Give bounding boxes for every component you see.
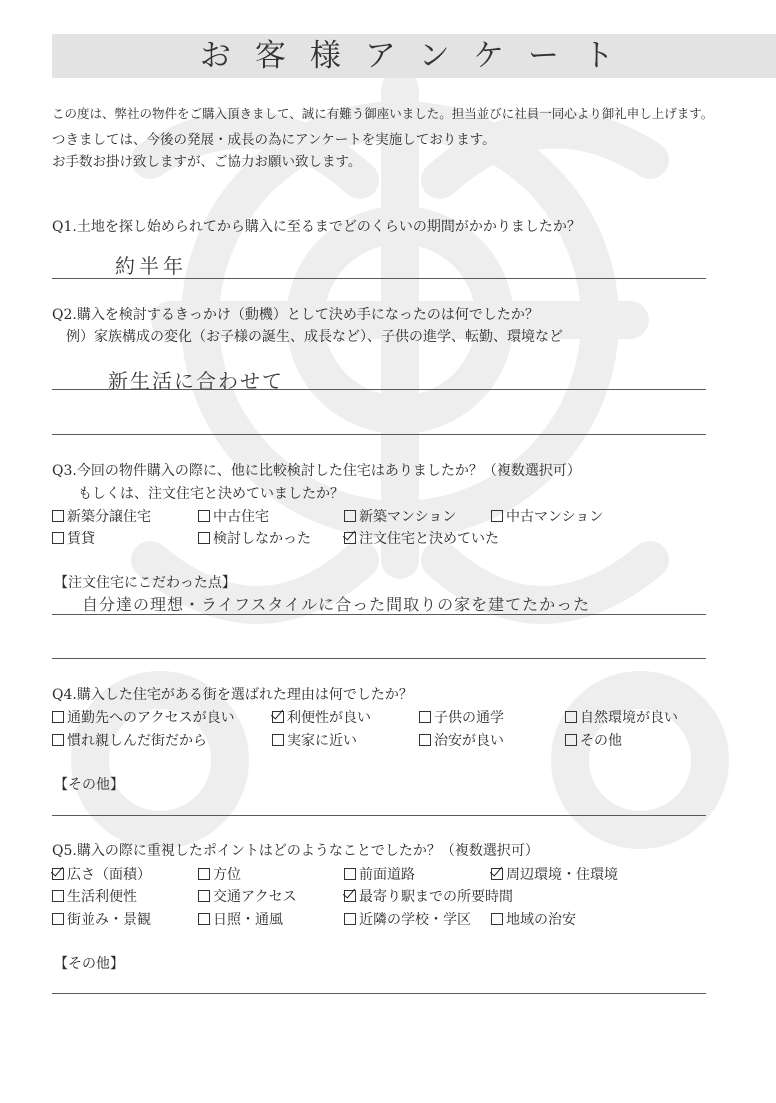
checkbox[interactable] <box>419 734 431 746</box>
checkbox-checked[interactable] <box>344 890 356 902</box>
checkbox[interactable] <box>52 913 64 925</box>
option-label: 注文住宅と決めていた <box>359 531 499 547</box>
option-label: 賃貸 <box>67 531 95 547</box>
option-label: 交通アクセス <box>213 889 297 905</box>
q3-option-used-condo[interactable] <box>491 506 603 526</box>
q5-option-station-time[interactable] <box>344 886 513 906</box>
q5-option-townscape[interactable] <box>52 909 151 929</box>
option-label: 地域の治安 <box>506 912 576 928</box>
checkbox[interactable] <box>198 532 210 544</box>
option-label: 前面道路 <box>359 867 415 883</box>
option-label: 慣れ親しんだ街だから <box>67 733 207 749</box>
q4-question: Q4.購入した住宅がある街を選ばれた理由は何でしたか？ <box>52 687 413 703</box>
q5-option-surroundings[interactable] <box>491 864 618 884</box>
q4-option-convenience[interactable] <box>272 707 371 727</box>
checkbox[interactable] <box>344 868 356 880</box>
checkbox[interactable] <box>419 711 431 723</box>
checkbox[interactable] <box>52 532 64 544</box>
option-label: 中古住宅 <box>213 509 269 525</box>
q5-option-size[interactable] <box>52 864 151 884</box>
checkbox[interactable] <box>272 734 284 746</box>
option-label: 中古マンション <box>506 509 604 525</box>
checkbox[interactable] <box>344 913 356 925</box>
checkbox[interactable] <box>491 510 503 522</box>
q3-option-new-condo[interactable] <box>344 506 456 526</box>
q5-question: Q5.購入の際に重視したポイントはどのようなことでしたか？（複数選択可） <box>52 843 539 859</box>
q3-detail-line-2 <box>52 658 706 659</box>
checkbox[interactable] <box>198 510 210 522</box>
checkbox-checked[interactable] <box>344 532 356 544</box>
checkbox[interactable] <box>52 510 64 522</box>
q3-option-custom-house[interactable] <box>344 528 499 548</box>
option-label: 広さ（面積） <box>67 867 151 883</box>
q3-option-new-built-house[interactable] <box>52 506 151 526</box>
q4-option-nature[interactable] <box>565 707 678 727</box>
q5-other-label: 【その他】 <box>54 956 124 972</box>
q4-other-line <box>52 815 706 816</box>
checkbox-checked[interactable] <box>491 868 503 880</box>
q5-other-line <box>52 993 706 994</box>
q5-option-daily-convenience[interactable] <box>52 886 137 906</box>
q2-question: Q2.購入を検討するきっかけ（動機）として決め手になったのは何でしたか？ <box>52 307 539 323</box>
option-label: 方位 <box>213 867 241 883</box>
q3-option-rental[interactable] <box>52 528 95 548</box>
checkbox-checked[interactable] <box>272 711 284 723</box>
q1-answer-line <box>52 278 706 279</box>
checkbox[interactable] <box>198 913 210 925</box>
q4-option-other[interactable] <box>565 730 622 750</box>
q4-option-familiar-town[interactable] <box>52 730 207 750</box>
q4-option-near-parents[interactable] <box>272 730 357 750</box>
option-label: 街並み・景観 <box>67 912 151 928</box>
checkbox[interactable] <box>52 734 64 746</box>
q3-detail-label: 【注文住宅にこだわった点】 <box>54 575 236 591</box>
option-label: 子供の通学 <box>434 710 504 726</box>
checkbox[interactable] <box>565 734 577 746</box>
option-label: 治安が良い <box>434 733 504 749</box>
title-band <box>52 34 776 78</box>
q3-option-not-considered[interactable] <box>198 528 311 548</box>
option-label: その他 <box>580 733 622 749</box>
checkbox[interactable] <box>52 890 64 902</box>
q5-option-front-road[interactable] <box>344 864 415 884</box>
option-label: 生活利便性 <box>67 889 137 905</box>
q4-option-commute-access[interactable] <box>52 707 235 727</box>
option-label: 実家に近い <box>287 733 357 749</box>
q2-answer-line-2 <box>52 434 706 435</box>
option-label: 新築分譲住宅 <box>67 509 151 525</box>
q5-option-orientation[interactable] <box>198 864 241 884</box>
intro-line-2: つきましては、今後の発展・成長の為にアンケートを実施しております。 <box>52 132 496 148</box>
q4-option-safety[interactable] <box>419 730 504 750</box>
intro-line-1: この度は、弊社の物件をご購入頂きまして、誠に有難う御座いました。担当並びに社員一同心より御礼申し上げます。 <box>52 106 714 121</box>
option-label: 周辺環境・住環境 <box>506 867 618 883</box>
q3-detail-line-1 <box>52 614 706 615</box>
q2-answer: 新生活に合わせて <box>108 369 284 393</box>
checkbox[interactable] <box>565 711 577 723</box>
q3-question: Q3.今回の物件購入の際に、他に比較検討した住宅はありましたか？（複数選択可） <box>52 463 581 479</box>
q5-option-transport-access[interactable] <box>198 886 297 906</box>
option-label: 検討しなかった <box>213 531 311 547</box>
checkbox[interactable] <box>198 890 210 902</box>
intro-line-3: お手数お掛け致しますが、ご協力お願い致します。 <box>52 154 362 170</box>
checkbox[interactable] <box>52 711 64 723</box>
q2-answer-line-1 <box>52 389 706 390</box>
q4-other-label: 【その他】 <box>54 777 124 793</box>
option-label: 日照・通風 <box>213 912 283 928</box>
option-label: 通勤先へのアクセスが良い <box>67 710 235 726</box>
checkbox-checked[interactable] <box>52 868 64 880</box>
checkbox[interactable] <box>344 510 356 522</box>
q2-example: 例）家族構成の変化（お子様の誕生、成長など）、子供の進学、転勤、環境など <box>66 329 563 345</box>
option-label: 最寄り駅までの所要時間 <box>359 889 513 905</box>
page-title: お客様アンケート <box>199 38 639 74</box>
q5-option-local-safety[interactable] <box>491 909 576 929</box>
option-label: 新築マンション <box>359 509 457 525</box>
option-label: 近隣の学校・学区 <box>359 912 471 928</box>
q4-option-school-commute[interactable] <box>419 707 504 727</box>
q5-option-school-district[interactable] <box>344 909 471 929</box>
q5-option-sunlight-ventilation[interactable] <box>198 909 283 929</box>
option-label: 自然環境が良い <box>580 710 678 726</box>
q3-option-used-house[interactable] <box>198 506 269 526</box>
q3-subquestion: もしくは、注文住宅と決めていましたか？ <box>78 486 344 502</box>
q3-detail-answer: 自分達の理想・ライフスタイルに合った間取りの家を建てたかった <box>82 595 591 614</box>
checkbox[interactable] <box>198 868 210 880</box>
checkbox[interactable] <box>491 913 503 925</box>
q1-question: Q1.土地を探し始められてから購入に至るまでどのくらいの期間がかかりましたか？ <box>52 219 581 235</box>
q1-answer: 約半年 <box>115 254 187 278</box>
option-label: 利便性が良い <box>287 710 371 726</box>
